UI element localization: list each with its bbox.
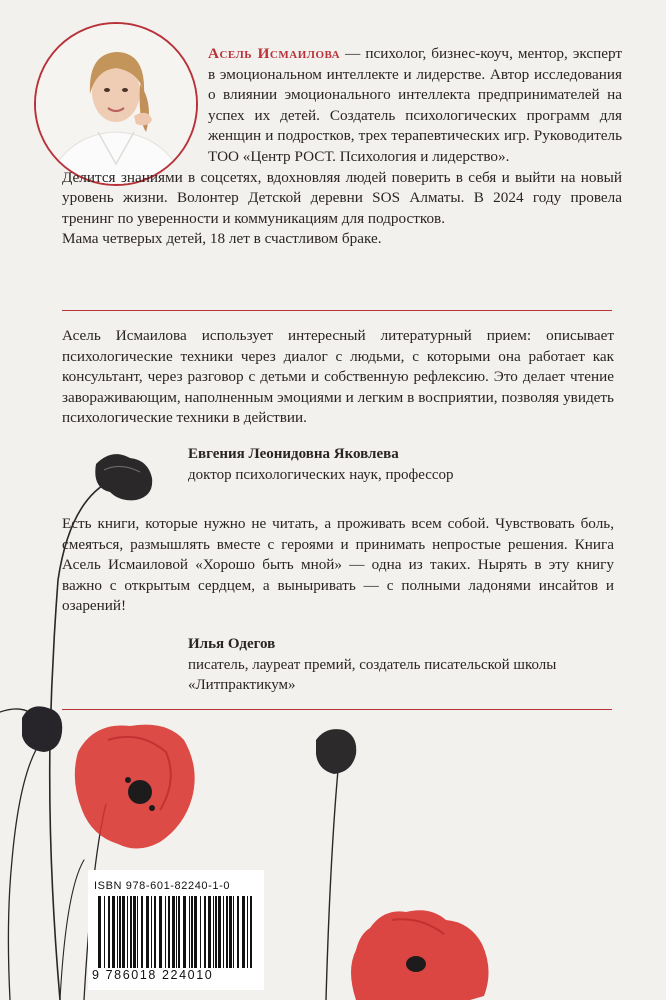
barcode-bar: [178, 896, 180, 968]
barcode-bar: [215, 896, 217, 968]
barcode-bar: [119, 896, 121, 968]
barcode-bar: [154, 896, 156, 968]
divider-bottom: [62, 709, 612, 710]
dark-poppy-3: [316, 729, 356, 774]
reviewer-name-1: Евгения Леонидовна Яковлева: [188, 446, 399, 462]
barcode-bar: [191, 896, 193, 968]
barcode-bar: [229, 896, 232, 968]
barcode-bar: [104, 896, 105, 968]
bio-paragraph-3: Мама четверых детей, 18 лет в счастливом браке.: [62, 230, 382, 248]
dark-poppy-2: [22, 706, 62, 752]
barcode-bar: [204, 896, 206, 968]
red-poppy-2: [351, 910, 489, 1000]
barcode-bar: [176, 896, 177, 968]
barcode-bar: [130, 896, 132, 968]
barcode-bar: [247, 896, 248, 968]
barcode-bar: [237, 896, 239, 968]
barcode-bar: [226, 896, 228, 968]
barcode-bar: [151, 896, 152, 968]
barcode-bar: [242, 896, 245, 968]
isbn-label: ISBN 978-601-82240-1-0: [94, 880, 231, 892]
barcode-bar: [122, 896, 125, 968]
author-bio: [62, 44, 622, 250]
barcode-digits: 9 786018 224010: [92, 968, 214, 982]
barcode-bar: [208, 896, 211, 968]
divider-top: [62, 310, 612, 311]
reviewer-title-1: доктор психологических наук, профессор: [188, 466, 454, 483]
barcode-bar: [189, 896, 190, 968]
red-poppy-1: [75, 725, 195, 849]
barcode-bar: [159, 896, 162, 968]
barcode-bar: [98, 896, 101, 968]
barcode-bar: [112, 896, 115, 968]
barcode-bar: [194, 896, 197, 968]
reviewer-title-2: писатель, лауреат премий, создатель писательской школы «Литпрактикум»: [188, 656, 557, 694]
barcode-bar: [108, 896, 110, 968]
barcode-bars: [94, 896, 258, 970]
bio-text-1: — психолог, бизнес-коуч, ментор, эксперт в эмоциональном интеллекте и лидерстве. Автор исследования о влиянии эмоционального интеллекта предпринимателей на успех их детей. Создатель психологических программ для женщин и подростков, трех терапевтических игр. Руководитель ТОО «Центр РОСТ. Психология и лидерство».: [208, 45, 623, 165]
review-signature-1: [188, 444, 454, 485]
barcode-bar: [250, 896, 252, 968]
barcode-bar: [213, 896, 214, 968]
barcode-bar: [137, 896, 138, 968]
barcode-bar: [200, 896, 201, 968]
dark-poppy-1: [95, 454, 152, 500]
barcode-bar: [218, 896, 221, 968]
barcode-bar: [168, 896, 170, 968]
barcode-bar: [146, 896, 149, 968]
barcode-bar: [233, 896, 234, 968]
barcode-block: [88, 870, 264, 990]
review-quote-2: Есть книги, которые нужно не читать, а проживать всем собой. Чувствовать боль, смеяться, размышлять вместе с героями и принимать непростые решения. Книга Асель Исмаиловой «Хорошо быть мной» — одна из таких. Нырять в эту книгу важно с открытым сердцем, а выныривать — с полными ладонями инсайтов и озарений!: [62, 515, 614, 615]
barcode-bar: [133, 896, 136, 968]
author-name: Асель Исмаилова: [208, 45, 341, 62]
barcode-bar: [183, 896, 186, 968]
barcode-bar: [223, 896, 224, 968]
barcode-bar: [127, 896, 128, 968]
review-quote-1: Асель Исмаилова использует интересный литературный прием: описывает психологические техники через диалог с людьми, с которыми она работает как консультант, через разговор с детьми и собственную рефлексию. Это делает чтение завораживающим, наполненным эмоциями и легким в восприятии, позволяя увидеть психологические техники в действии.: [62, 327, 614, 427]
reviewer-name-2: Илья Одегов: [188, 636, 276, 652]
barcode-bar: [172, 896, 175, 968]
bio-paragraph-2: Делится знаниями в соцсетях, вдохновляя людей поверить в себя и выйти на новый уровень жизни. Волонтер Детской деревни SOS Алматы. В 2024 году провела тренинг по уверенности и коммуникациям для подростков.: [62, 168, 622, 227]
review-signature-2: [188, 634, 608, 696]
bio-paragraph-1: [62, 44, 622, 168]
barcode-bar: [165, 896, 166, 968]
barcode-bar: [117, 896, 118, 968]
barcode-bar: [141, 896, 143, 968]
